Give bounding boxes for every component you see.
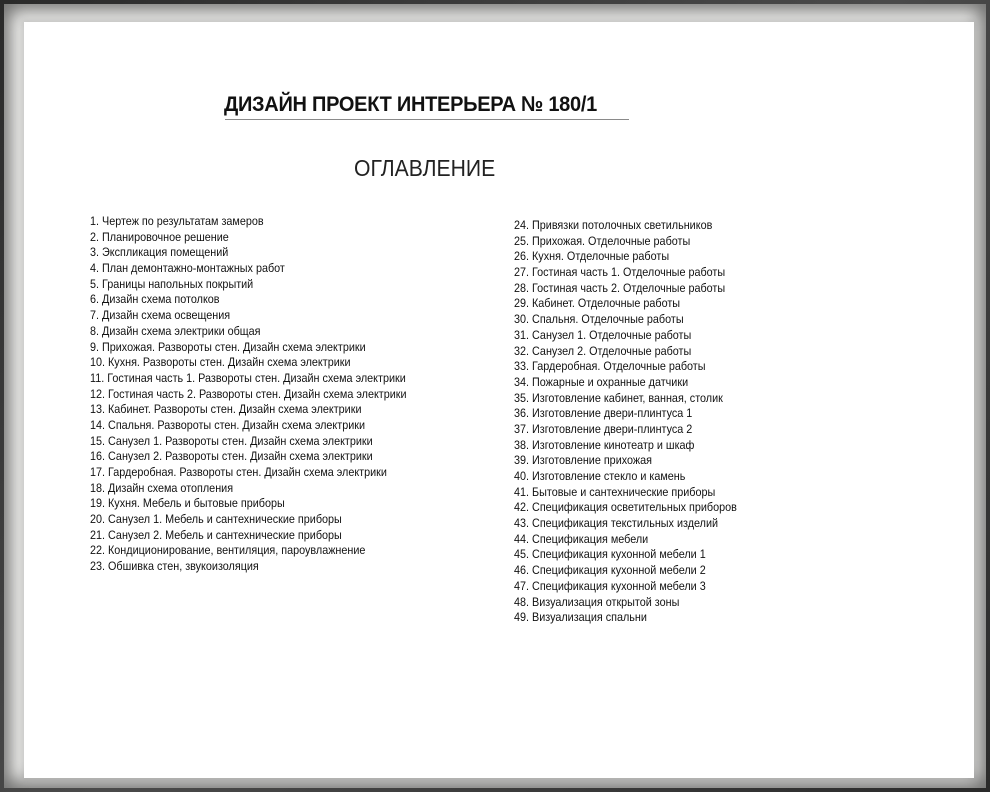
toc-entry: 34. Пожарные и охранные датчики — [514, 374, 689, 389]
document-sheet — [24, 22, 974, 778]
toc-entry: 3. Экспликация помещений — [90, 245, 229, 260]
toc-entry: 2. Планировочное решение — [90, 229, 229, 244]
toc-entry: 25. Прихожая. Отделочные работы — [514, 233, 691, 248]
toc-entry: 4. План демонтажно-монтажных работ — [90, 261, 285, 276]
toc-entry: 26. Кухня. Отделочные работы — [514, 249, 670, 264]
toc-entry: 10. Кухня. Развороты стен. Дизайн схема электрики — [90, 355, 351, 370]
toc-entry: 23. Обшивка стен, звукоизоляция — [90, 559, 259, 574]
toc-entry: 47. Спецификация кухонной мебели 3 — [514, 578, 706, 593]
toc-entry: 8. Дизайн схема электрики общая — [90, 323, 261, 338]
toc-entry: 35. Изготовление кабинет, ванная, столик — [514, 390, 723, 405]
toc-entry: 16. Санузел 2. Развороты стен. Дизайн схема электрики — [90, 449, 373, 464]
toc-left-column — [90, 214, 442, 575]
toc-entry: 32. Санузел 2. Отделочные работы — [514, 343, 692, 358]
toc-entry: 6. Дизайн схема потолков — [90, 292, 220, 307]
toc-entry: 1. Чертеж по результатам замеров — [90, 214, 264, 228]
toc-entry: 43. Спецификация текстильных изделий — [514, 516, 719, 531]
toc-entry: 33. Гардеробная. Отделочные работы — [514, 359, 706, 374]
toc-entry: 36. Изготовление двери-плинтуса 1 — [514, 406, 693, 421]
toc-entry: 18. Дизайн схема отопления — [90, 480, 234, 495]
toc-entry: 39. Изготовление прихожая — [514, 453, 652, 468]
document-title: ДИЗАЙН ПРОЕКТ ИНТЕРЬЕРА № 180/1 — [224, 92, 597, 116]
toc-entry: 49. Визуализация спальни — [514, 610, 647, 625]
toc-entry: 45. Спецификация кухонной мебели 1 — [514, 547, 706, 562]
toc-entry: 27. Гостиная часть 1. Отделочные работы — [514, 265, 726, 280]
toc-entry: 40. Изготовление стекло и камень — [514, 469, 686, 483]
toc-entry: 21. Санузел 2. Мебель и сантехнические приборы — [90, 527, 342, 542]
toc-entry: 5. Границы напольных покрытий — [90, 276, 254, 291]
toc-entry: 24. Привязки потолочных светильников — [514, 218, 713, 232]
toc-entry: 48. Визуализация открытой зоны — [514, 594, 680, 609]
toc-entry: 9. Прихожая. Развороты стен. Дизайн схема электрики — [90, 339, 366, 354]
toc-right-column — [514, 218, 762, 626]
toc-entry: 42. Спецификация осветительных приборов — [514, 500, 737, 515]
toc-entry: 30. Спальня. Отделочные работы — [514, 312, 684, 327]
toc-entry: 20. Санузел 1. Мебель и сантехнические приборы — [90, 512, 342, 527]
toc-entry: 17. Гардеробная. Развороты стен. Дизайн схема электрики — [90, 465, 387, 479]
toc-entry: 44. Спецификация мебели — [514, 531, 649, 546]
toc-entry: 15. Санузел 1. Развороты стен. Дизайн схема электрики — [90, 433, 373, 448]
toc-entry: 19. Кухня. Мебель и бытовые приборы — [90, 496, 285, 511]
toc-entry: 22. Кондиционирование, вентиляция, пароувлажнение — [90, 543, 366, 558]
toc-entry: 46. Спецификация кухонной мебели 2 — [514, 563, 706, 578]
toc-entry: 37. Изготовление двери-плинтуса 2 — [514, 421, 693, 436]
toc-heading: ОГЛАВЛЕНИЕ — [354, 155, 496, 181]
toc-entry: 41. Бытовые и сантехнические приборы — [514, 484, 716, 499]
toc-entry: 31. Санузел 1. Отделочные работы — [514, 327, 692, 342]
toc-entry: 11. Гостиная часть 1. Развороты стен. Дизайн схема электрики — [90, 370, 406, 385]
toc-entry: 14. Спальня. Развороты стен. Дизайн схема электрики — [90, 417, 365, 432]
toc-entry: 12. Гостиная часть 2. Развороты стен. Дизайн схема электрики — [90, 386, 407, 401]
toc-entry: 13. Кабинет. Развороты стен. Дизайн схема электрики — [90, 402, 362, 417]
toc-entry: 29. Кабинет. Отделочные работы — [514, 296, 681, 311]
toc-entry: 38. Изготовление кинотеатр и шкаф — [514, 437, 695, 452]
title-underline — [225, 119, 629, 120]
toc-entry: 7. Дизайн схема освещения — [90, 308, 231, 323]
frame-mat — [4, 4, 986, 788]
toc-entry: 28. Гостиная часть 2. Отделочные работы — [514, 280, 726, 295]
